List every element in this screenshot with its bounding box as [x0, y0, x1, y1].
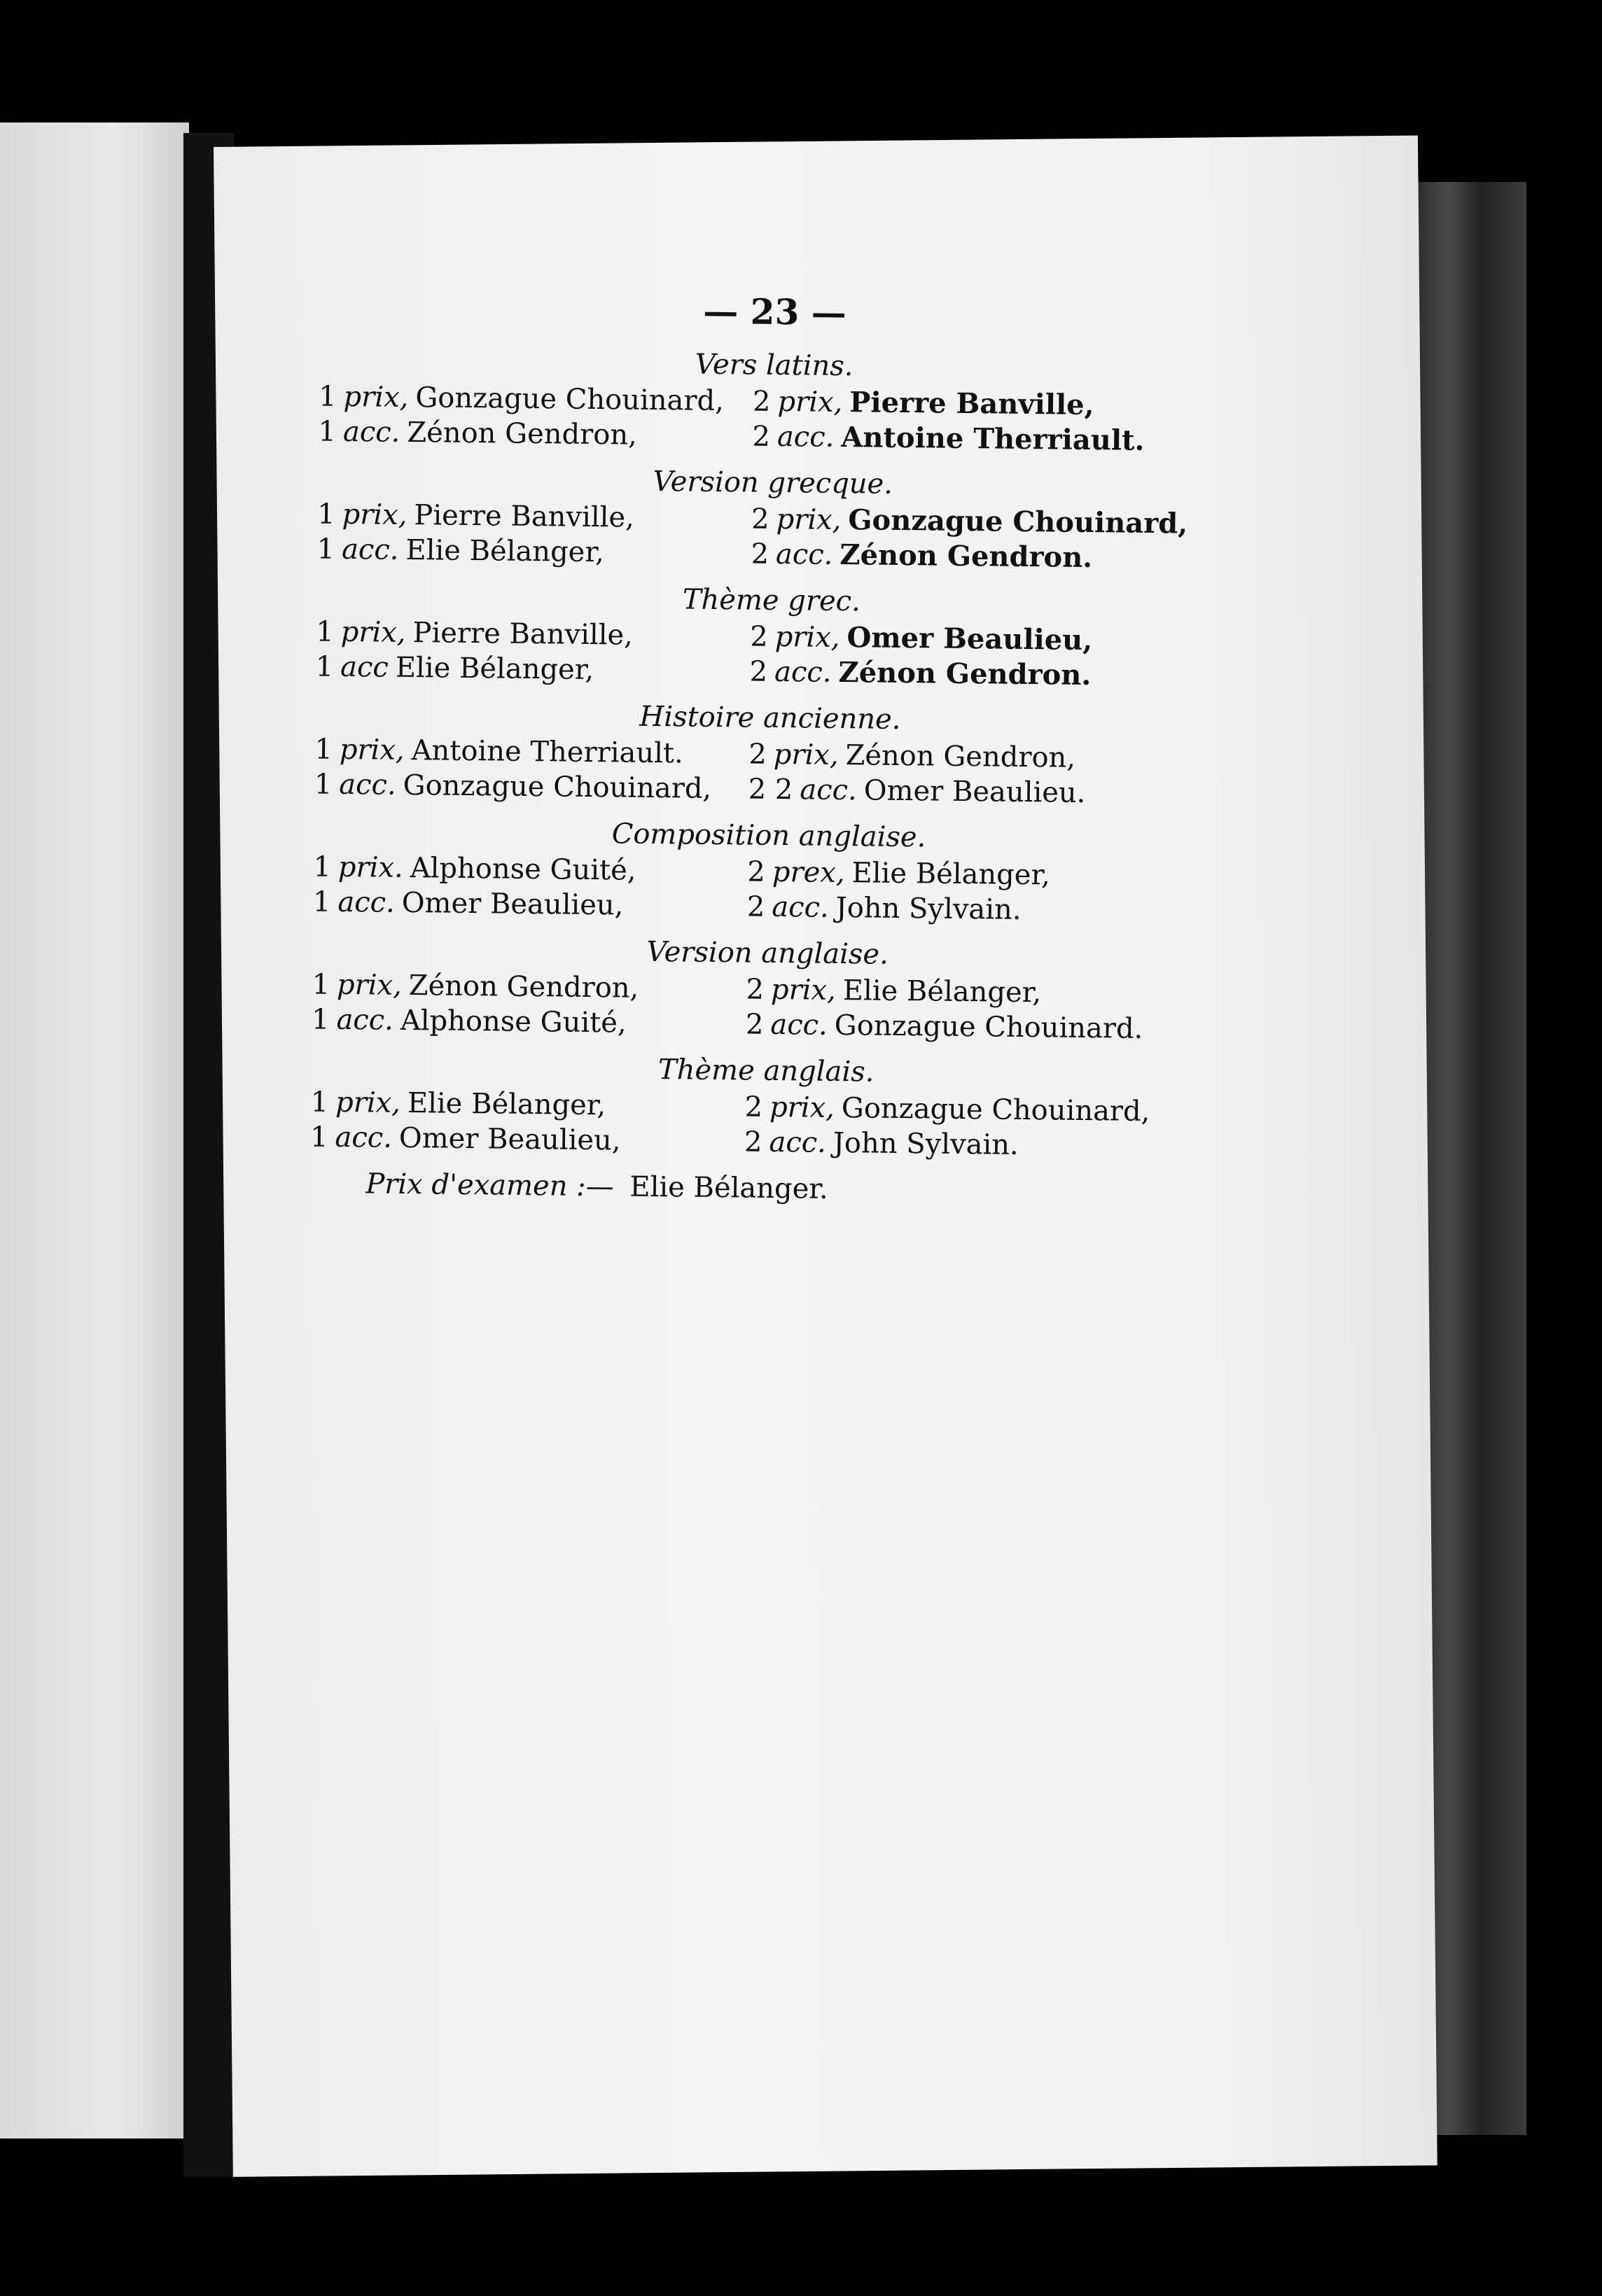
prize-entry-left	[318, 414, 753, 454]
prize-section	[312, 929, 1223, 1047]
prize-section	[313, 812, 1225, 930]
prize-entry-left	[313, 849, 748, 889]
prize-entry-left	[319, 379, 753, 419]
prize-kind: acc.	[342, 415, 400, 449]
prize-entry-right	[749, 654, 1226, 695]
rank-number: 1	[316, 498, 335, 531]
winner-name: Elie Bélanger,	[851, 857, 1051, 892]
prize-kind: prix,	[774, 620, 840, 654]
winner-name: John Sylvain.	[833, 1126, 1019, 1161]
rank-number: 1	[316, 533, 335, 566]
prize-entry-left	[314, 767, 749, 807]
rank-number: 2	[746, 973, 765, 1006]
winner-name: Gonzague Chouinard,	[403, 769, 712, 805]
prize-entry-right	[753, 384, 1230, 425]
rank-number: 1	[312, 886, 331, 918]
rank-number: 1	[310, 1086, 329, 1119]
rank-number: 1	[314, 768, 333, 801]
prize-kind: prex,	[772, 855, 845, 890]
winner-name: Zénon Gendron.	[840, 538, 1093, 575]
winner-name: Omer Beaulieu,	[847, 621, 1093, 657]
prize-entry-left	[312, 967, 746, 1007]
winner-name: Elie Bélanger,	[405, 533, 605, 569]
winner-name: Zénon Gendron,	[407, 416, 638, 451]
winner-name: Pierre Banville,	[412, 617, 634, 652]
rank-number: 2	[752, 385, 771, 418]
exam-prize-winner: Elie Bélanger.	[629, 1170, 829, 1205]
prize-kind: acc	[340, 650, 389, 684]
prize-kind: acc.	[337, 886, 396, 919]
winner-name: Alphonse Guité,	[400, 1004, 627, 1040]
rank-number: 2	[745, 1008, 764, 1041]
prize-kind: prix,	[336, 968, 403, 1002]
prize-entry-right	[746, 972, 1223, 1013]
winner-name: Antoine Therriault.	[411, 734, 683, 770]
prize-entry-right	[747, 890, 1224, 930]
prize-kind: prix.	[337, 850, 403, 884]
rank-number: 1	[309, 1121, 328, 1154]
winner-name: Alphonse Guité,	[410, 852, 636, 887]
prize-kind: prix,	[340, 615, 406, 649]
rank-number: 1	[316, 615, 335, 648]
prize-kind: acc.	[774, 655, 832, 689]
document-page	[214, 135, 1437, 2176]
left-facing-page	[0, 122, 189, 2138]
winner-name: Elie Bélanger,	[407, 1087, 606, 1122]
section-title: Version grecque.	[653, 465, 893, 500]
prize-kind: prix,	[343, 380, 409, 414]
rank-number: 1	[312, 968, 330, 1001]
section-title: Vers latins.	[695, 348, 854, 383]
prize-entry-right	[752, 419, 1229, 460]
prize-entry-left	[314, 732, 749, 772]
prize-entry-right	[751, 537, 1227, 578]
rank-number: 1	[314, 733, 333, 766]
rank-number: 1	[311, 1003, 330, 1036]
prize-kind: acc.	[335, 1121, 393, 1154]
prize-section	[316, 459, 1228, 578]
section-title: Thème anglais.	[657, 1054, 875, 1088]
prize-kind: acc.	[341, 533, 399, 566]
winner-name: John Sylvain.	[835, 891, 1022, 926]
prize-kind: prix,	[769, 1091, 835, 1124]
winner-name: Gonzague Chouinard.	[834, 1009, 1143, 1045]
prize-entry-left	[316, 532, 751, 572]
winner-name: Omer Beaulieu,	[398, 1121, 621, 1157]
prize-section	[314, 694, 1226, 813]
winner-name: Elie Bélanger,	[395, 651, 594, 687]
prize-entry-left	[310, 1119, 745, 1159]
sections-list	[310, 342, 1230, 1166]
rank-number: 2	[746, 890, 765, 923]
prize-entry-right	[750, 620, 1227, 660]
prize-kind: acc.	[775, 538, 833, 571]
rank-number: 2	[744, 1091, 763, 1124]
section-title: Version anglaise.	[646, 935, 889, 971]
rank-number: 1	[318, 380, 337, 413]
prize-entry-left	[315, 650, 750, 690]
prize-kind: acc.	[772, 890, 829, 924]
winner-name: Omer Beaulieu.	[863, 774, 1086, 810]
winner-name: Pierre Banville,	[849, 386, 1094, 422]
rank-number: 2	[748, 738, 767, 771]
prize-kind: acc.	[339, 768, 396, 802]
winner-name: Pierre Banville,	[414, 499, 635, 534]
rank-number: 2 2	[748, 773, 793, 806]
rank-number: 2	[750, 620, 768, 653]
section-title: Histoire ancienne.	[639, 700, 901, 736]
prize-entry-left	[312, 1002, 746, 1042]
winner-name: Zénon Gendron,	[845, 739, 1076, 774]
rank-number: 2	[747, 855, 766, 888]
winner-name: Antoine Therriault.	[841, 421, 1145, 457]
rank-number: 1	[315, 650, 334, 683]
rank-number: 2	[751, 503, 769, 536]
rank-number: 2	[749, 655, 768, 688]
winner-name: Gonzague Chouinard,	[848, 503, 1188, 540]
rank-number: 2	[751, 538, 769, 570]
prize-kind: acc.	[336, 1003, 394, 1037]
section-title: Thème grec.	[682, 583, 861, 618]
page-content	[309, 286, 1230, 1213]
prize-entry-left	[317, 497, 752, 537]
prize-kind: prix,	[342, 498, 408, 531]
prize-section	[318, 342, 1230, 460]
prize-entry-right	[747, 855, 1224, 895]
prize-kind: prix,	[773, 738, 839, 771]
prize-entry-right	[748, 737, 1225, 778]
prize-kind: acc.	[769, 1126, 827, 1159]
rank-number: 2	[752, 420, 771, 453]
prize-kind: acc.	[770, 1008, 828, 1042]
prize-entry-right	[744, 1090, 1221, 1130]
prize-kind: acc.	[800, 774, 858, 807]
exam-prize-label: Prix d'examen :—	[365, 1168, 614, 1203]
winner-name: Zénon Gendron,	[408, 969, 639, 1004]
prize-entry-right	[746, 1007, 1223, 1048]
prize-section	[310, 1046, 1222, 1165]
prize-entry-right	[744, 1125, 1221, 1166]
winner-name: Zénon Gendron.	[838, 655, 1092, 692]
prize-entry-left	[316, 615, 751, 654]
prize-kind: acc.	[776, 420, 835, 454]
prize-kind: prix,	[339, 733, 405, 766]
prize-entry-right	[748, 772, 1225, 813]
section-title: Composition anglaise.	[611, 818, 926, 854]
prize-kind: prix,	[335, 1086, 401, 1119]
winner-name: Omer Beaulieu,	[401, 886, 624, 922]
prize-kind: prix,	[770, 973, 837, 1007]
rank-number: 1	[313, 850, 332, 883]
prize-kind: prix,	[776, 503, 842, 537]
prize-entry-left	[313, 884, 748, 924]
prize-section	[315, 577, 1227, 695]
page-number: — 23 —	[703, 290, 847, 334]
rank-number: 1	[318, 415, 337, 448]
rank-number: 2	[744, 1126, 762, 1158]
winner-name: Elie Bélanger,	[842, 974, 1042, 1009]
prize-entry-left	[310, 1084, 745, 1124]
winner-name: Gonzague Chouinard,	[415, 382, 725, 418]
prize-entry-right	[751, 502, 1228, 542]
prize-kind: prix,	[777, 385, 843, 419]
winner-name: Gonzague Chouinard,	[841, 1092, 1150, 1128]
exam-prize-line	[309, 1164, 1220, 1212]
